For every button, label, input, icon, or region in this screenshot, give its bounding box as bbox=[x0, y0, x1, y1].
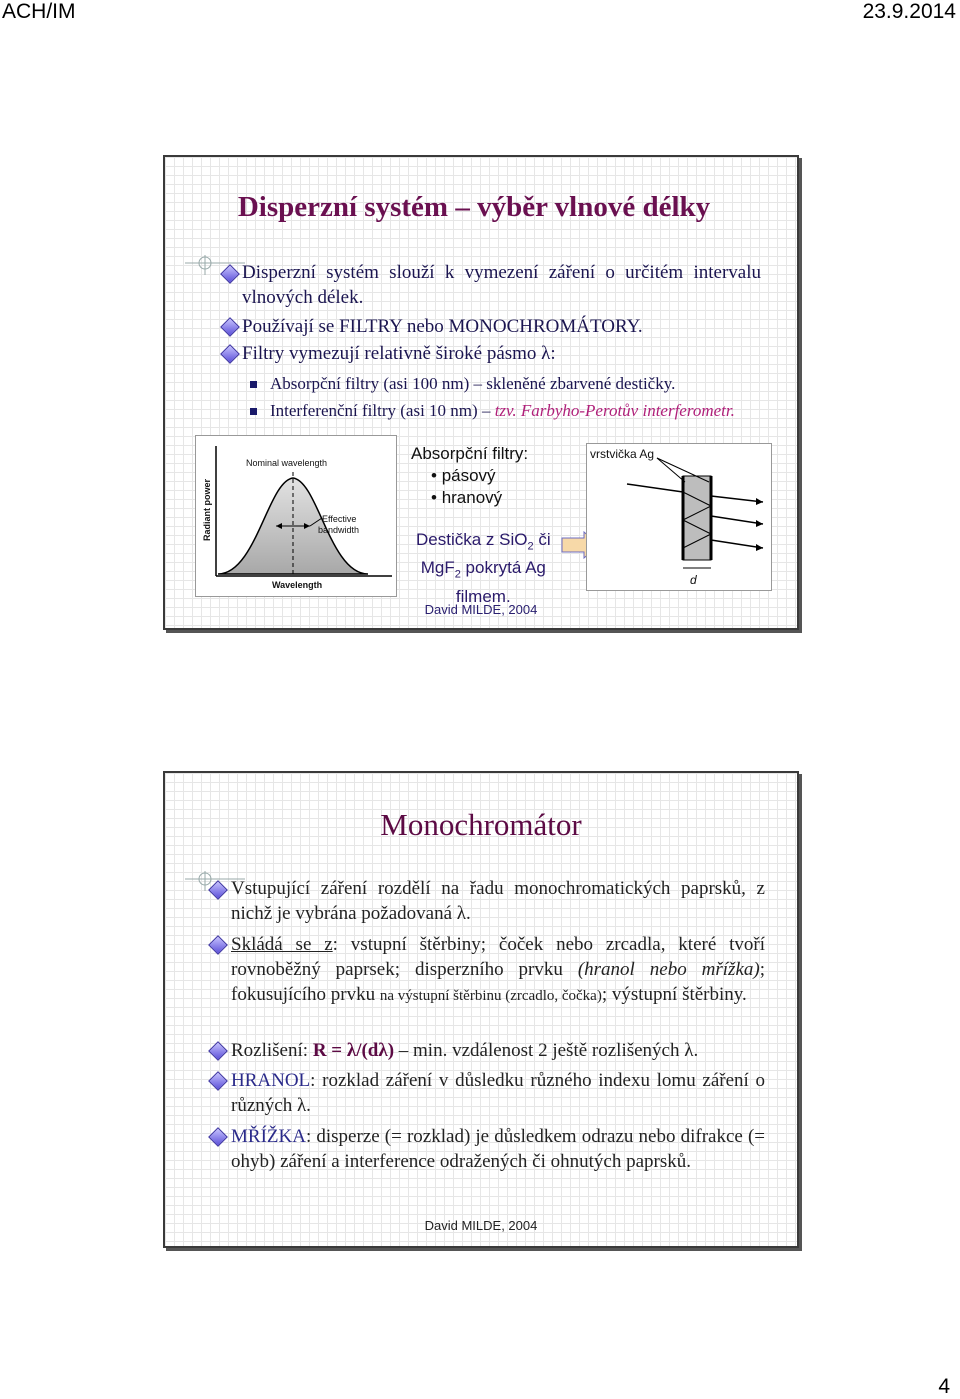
bullet-text: Disperzní systém slouží k vymezení záření o určitém intervalu vlnových délek. bbox=[242, 262, 761, 308]
absorption-filters-box bbox=[411, 444, 528, 508]
header-left: ACH/IM bbox=[2, 0, 76, 23]
slide-disperzni-system bbox=[163, 155, 799, 630]
interference-diagram bbox=[587, 444, 771, 590]
y-axis-label: Radiant power bbox=[202, 478, 212, 541]
author-credit: David MILDE, 2004 bbox=[424, 1218, 538, 1233]
plate-text: filmem. bbox=[455, 586, 511, 606]
sub-bullet-text bbox=[270, 398, 735, 423]
gaussian-filter-figure bbox=[195, 435, 397, 597]
bullet-diamond-icon bbox=[220, 344, 240, 364]
keyword-text: MŘÍŽKA bbox=[231, 1126, 306, 1147]
text-part: ; fokusujícího prvku bbox=[231, 959, 765, 1005]
gaussian-plot bbox=[196, 436, 396, 596]
header-date: 23.9.2014 bbox=[862, 0, 956, 23]
sub-bullet-text-italic: tzv. Farbyho-Perotův interferometr. bbox=[494, 401, 735, 420]
bullet-text bbox=[231, 932, 765, 1009]
small-text: na výstupní štěrbinu (zrcadlo, čočka) bbox=[379, 988, 602, 1004]
keyword-text: HRANOL bbox=[231, 1070, 311, 1091]
absorption-item-text: pásový bbox=[441, 466, 496, 485]
bullet-text bbox=[231, 1068, 765, 1118]
bullet-diamond-icon bbox=[208, 1071, 228, 1091]
sub-bullet-square-icon bbox=[250, 408, 257, 415]
author-credit: David MILDE, 2004 bbox=[424, 602, 538, 617]
page-number: 4 bbox=[938, 1375, 950, 1398]
bullet-text bbox=[231, 1038, 765, 1063]
bullet-text: Používají se FILTRY nebo MONOCHROMÁTORY. bbox=[242, 316, 643, 337]
nominal-wavelength-label: Nominal wavelength bbox=[246, 458, 328, 468]
sub-bullet-text-a: Interferenční filtry (asi 10 nm) – bbox=[270, 401, 495, 420]
absorption-title: Absorpční filtry: bbox=[411, 444, 529, 463]
absorption-item-text: hranový bbox=[441, 488, 503, 507]
text-part: Rozlišení: bbox=[231, 1040, 313, 1061]
absorption-item: • hranový bbox=[431, 488, 503, 507]
effective-label: Effective bbox=[322, 514, 357, 524]
text-part: : disperze (= rozklad) je důsledkem odrazu nebo difrakce (= ohyb) záření a interference odražených či ohnutých paprsků. bbox=[231, 1126, 765, 1172]
underlined-text: Skládá se z bbox=[231, 934, 333, 955]
text-part: ; výstupní štěrbiny. bbox=[601, 984, 747, 1005]
bullet-text bbox=[231, 1124, 765, 1174]
sub-bullet-square-icon bbox=[250, 381, 257, 388]
text-part: – min. vzdálenost 2 ještě rozlišených λ. bbox=[394, 1040, 699, 1061]
bullet-diamond-icon bbox=[220, 317, 240, 337]
bullet-text: Vstupující záření rozdělí na řadu monochromatických paprsků, z nichž je vybrána požadovaná λ. bbox=[231, 878, 765, 924]
sub-bullet-text: Absorpční filtry (asi 100 nm) – skleněné zbarvené destičky. bbox=[270, 374, 676, 393]
plate-text: MgF bbox=[420, 558, 455, 578]
plate-text: či bbox=[533, 530, 551, 549]
text-part: : vstupní štěrbiny; čoček nebo zrcadla, které tvoří rovnoběžný paprsek; disperzního prvku bbox=[231, 934, 765, 980]
subscript: 2 bbox=[454, 568, 461, 581]
slide-title: Disperzní systém – výběr vlnové délky bbox=[237, 191, 711, 223]
bullet-text: Filtry vymezují relativně široké pásmo λ: bbox=[242, 343, 556, 364]
absorption-item: • pásový bbox=[431, 466, 496, 485]
plate-text: Destička z SiO bbox=[416, 530, 528, 549]
bullet-diamond-icon bbox=[208, 1041, 228, 1061]
ag-layer-label: vrstvička Ag bbox=[590, 447, 655, 461]
bandwidth-label: bandwidth bbox=[318, 525, 360, 535]
slide-monochromator bbox=[163, 771, 799, 1248]
subscript: 2 bbox=[527, 540, 534, 553]
plate-text: pokrytá Ag bbox=[460, 558, 546, 578]
thickness-label: d bbox=[690, 573, 697, 587]
plate-description bbox=[416, 529, 551, 607]
bullet-diamond-icon bbox=[208, 935, 228, 955]
interference-filter-figure bbox=[586, 443, 772, 591]
bullet-diamond-icon bbox=[208, 1127, 228, 1147]
italic-text: (hranol nebo mřížka) bbox=[577, 959, 760, 980]
slide-title: Monochromátor bbox=[380, 807, 582, 842]
x-axis-label: Wavelength bbox=[272, 580, 323, 590]
resolution-formula: R = λ/(dλ) bbox=[312, 1040, 395, 1061]
text-part: : rozklad záření v důsledku různého indexu lomu záření o různých λ. bbox=[231, 1070, 765, 1116]
